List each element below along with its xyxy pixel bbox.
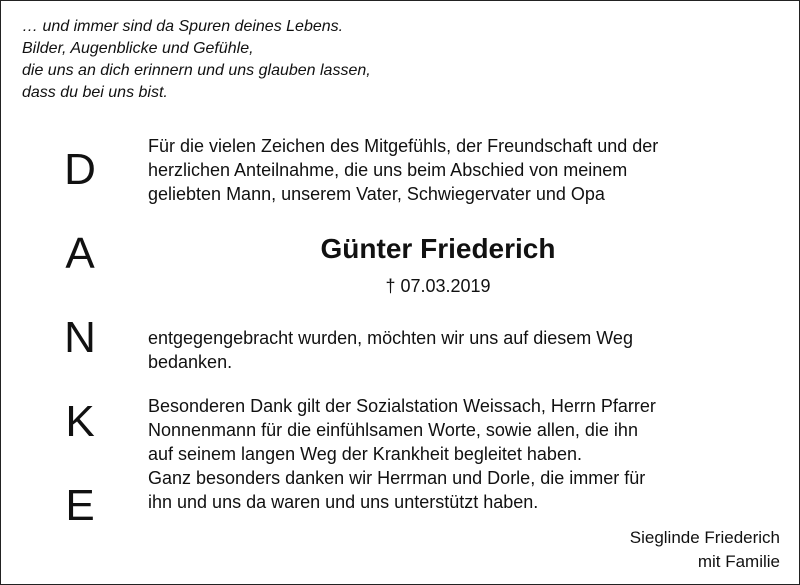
- intro-paragraph: [148, 134, 658, 206]
- thanks-line: ihn und uns da waren und uns unterstützt haben.: [148, 492, 539, 512]
- death-date: † 07.03.2019: [385, 276, 491, 296]
- signature-family: mit Familie: [697, 552, 780, 571]
- intro-line: geliebten Mann, unserem Vater, Schwiegervater und Opa: [148, 184, 605, 204]
- danke-letter: D: [64, 145, 96, 194]
- poem-line: … und immer sind da Spuren deines Lebens.: [22, 18, 344, 35]
- poem-line: Bilder, Augenblicke und Gefühle,: [22, 40, 254, 57]
- thanks-line: Ganz besonders danken wir Herrman und Dorle, die immer für: [148, 468, 646, 488]
- thanks-line: auf seinem langen Weg der Krankheit begleitet haben.: [148, 444, 582, 464]
- deceased-name: Günter Friederich: [320, 233, 556, 264]
- danke-vertical-heading: [56, 128, 104, 548]
- thanks-line: Nonnenmann für die einfühlsamen Worte, sowie allen, die ihn: [148, 420, 638, 440]
- poem-verse: [22, 16, 371, 104]
- intro-line: Für die vielen Zeichen des Mitgefühls, der Freundschaft und der: [148, 136, 659, 156]
- continuation-line: bedanken.: [148, 352, 233, 372]
- continuation-line: entgegengebracht wurden, möchten wir uns auf diesem Weg: [148, 328, 633, 348]
- danke-letter: N: [64, 313, 96, 362]
- danke-letter: A: [65, 229, 95, 278]
- danke-letter: K: [65, 397, 95, 446]
- poem-line: dass du bei uns bist.: [22, 84, 168, 101]
- continuation-paragraph: [148, 326, 633, 374]
- thanks-paragraph: [148, 394, 656, 514]
- poem-line: die uns an dich erinnern und uns glauben lassen,: [22, 62, 371, 79]
- signature: [630, 526, 780, 574]
- intro-line: herzlichen Anteilnahme, die uns beim Abschied von meinem: [148, 160, 628, 180]
- signature-name: Sieglinde Friederich: [629, 528, 780, 547]
- danke-letter: E: [65, 481, 95, 530]
- thanks-line: Besonderen Dank gilt der Sozialstation Weissach, Herrn Pfarrer: [148, 396, 656, 416]
